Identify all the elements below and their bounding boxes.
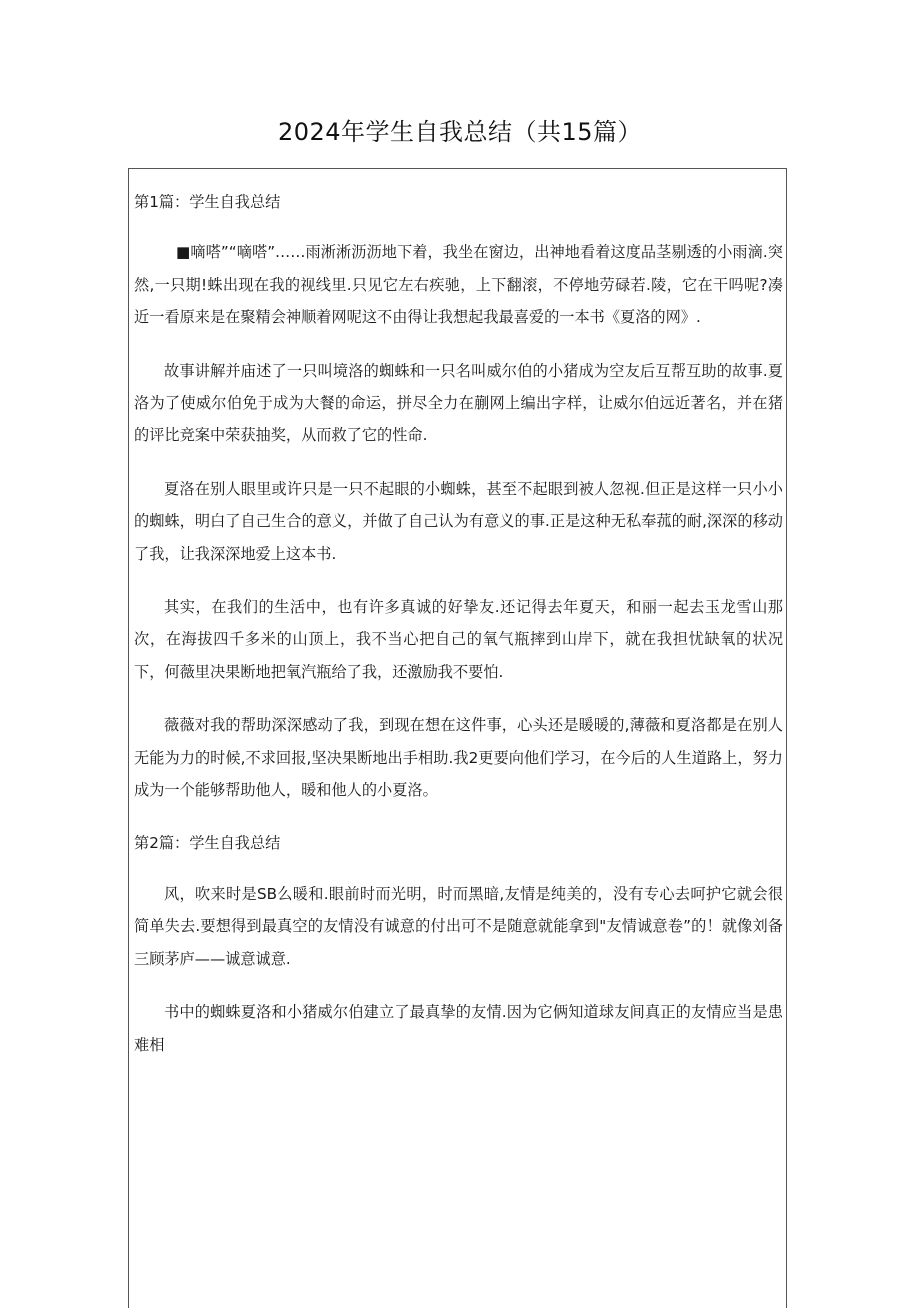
paragraph: 书中的蜘蛛夏洛和小猪威尔伯建立了最真挚的友情.因为它俩知道球友间真正的友情应当是患难相 <box>134 1003 783 1054</box>
page-title: 2024年学生自我总结（共15篇） <box>277 118 643 146</box>
section-heading-2: 第2篇：学生自我总结 <box>134 834 281 853</box>
paragraph: 薇薇对我的帮助深深感动了我，到现在想在这件事，心头还是暖暖的,薄薇和夏洛都是在别人无能为力的时候,不求回报,坚决果断地出手相助.我2更要向他们学习，在今后的人生道路上，努力成为一个能够帮助他人，暖和他人的小夏洛。 <box>134 716 783 800</box>
paragraph: 风，吹来时是SB么暖和.眼前时而光明，时而黑暗,友情是纯美的，没有专心去呵护它就会很简单失去.要想得到最真空的友情没有诚意的付出可不是随意就能拿到"友情诚意卷”的！就像刘备三顾茅庐——诚意诚意. <box>134 884 783 968</box>
paragraph: 夏洛在别人眼里或许只是一只不起眼的小蜘蛛，甚至不起眼到被人忽视.但正是这样一只小小的蜘蛛，明白了自己生合的意义，并做了自己认为有意义的事.正是这种无私奉菰的耐,深深的移动了我，让我深深地爱上这本书. <box>134 479 783 563</box>
paragraph: 故事讲解并庙述了一只叫境洛的蜘蛛和一只名叫威尔伯的小猪成为空友后互帮互助的故事.夏洛为了使威尔伯免于成为大餐的命运，拼尽全力在蒯网上编出字样，让威尔伯远近著名，并在猪的评比竞案中荣获抽奖，从而救了它的性命. <box>134 361 783 445</box>
paragraph: ■嘀嗒”“嘀嗒”……雨淅淅沥沥地下着，我坐在窗边，出神地看着这度品茎剔透的小雨滴.突然,一只期!蛛出现在我的视线里.只见它左右疾驰，上下翻滚，不停地劳碌若.陵，它在干吗呢?凑近一看原来是在聚精会神顺着网呢这不由得让我想起我最喜爱的一本书《夏洛的网》. <box>134 243 783 327</box>
paragraph: 其实，在我们的生活中，也有许多真诚的好挚友.还记得去年夏天，和丽一起去玉龙雪山那次，在海拔四千多米的山顶上，我不当心把自己的氧气瓶摔到山岸下，就在我担忧缺氧的状况下，何薇里决果断地把氧汽瓶给了我，还激励我不要怕. <box>134 598 783 681</box>
document-body <box>134 186 783 1061</box>
section-heading-1: 第1篇：学生自我总结 <box>134 193 281 211</box>
